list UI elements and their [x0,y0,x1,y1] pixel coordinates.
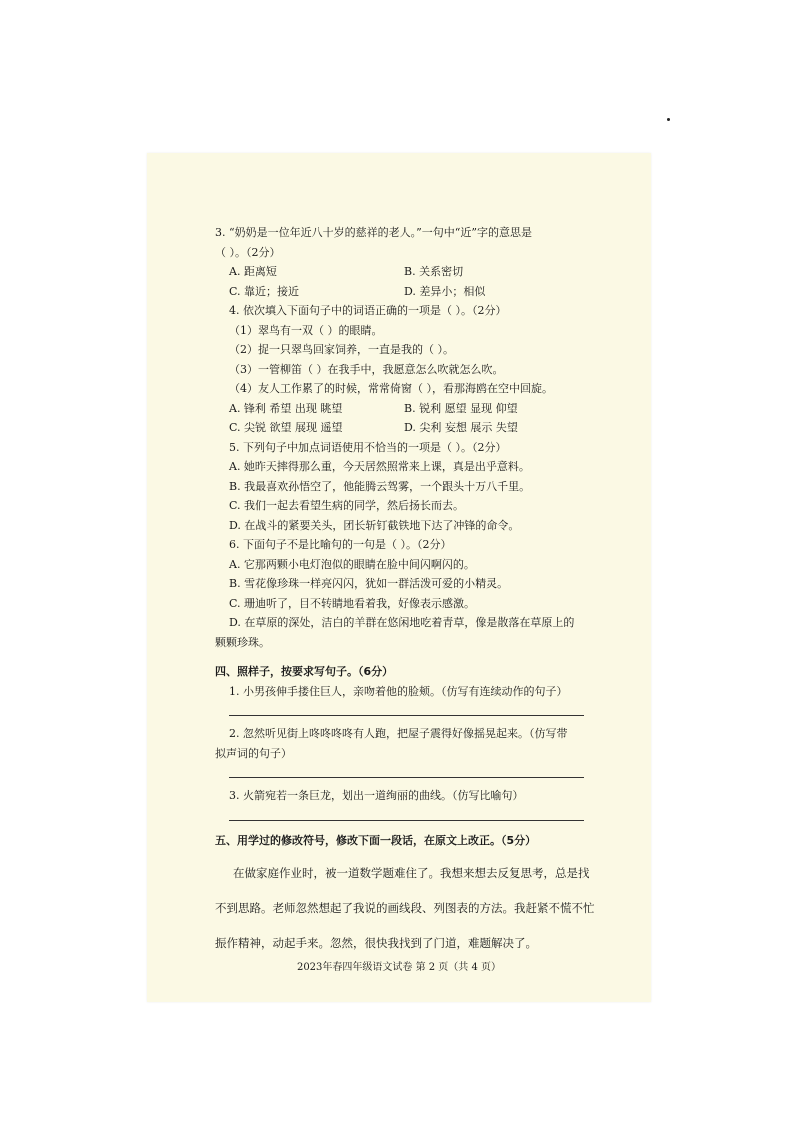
stray-mark [667,118,670,121]
exam-content [215,223,595,961]
sec5-line-3: 振作精神，动起手来。忽然，很快我找到了门道，难题解决了。 [215,936,537,950]
q4-option-c: C. 尖锐 欲望 展现 遥望 [229,421,343,434]
section-4-heading: 四、照样子，按要求写句子。（6分） [215,665,394,678]
exam-page [147,153,651,1002]
q4-option-a: A. 锋利 希望 出现 眺望 [229,401,343,415]
q5-option-b: B. 我最喜欢孙悟空了，他能腾云驾雾，一个跟头十万八千里。 [229,479,531,493]
q3-option-c: C. 靠近；接近 [229,284,300,298]
q4-stem: 4. 依次填入下面句子中的词语正确的一项是（ ）。（2分） [229,304,507,317]
q3-option-a: A. 距离短 [229,265,277,278]
q5-stem: 5. 下列句子中加点词语使用不恰当的一项是（ ）。（2分） [229,440,507,454]
q3-option-d: D. 差异小；相似 [404,284,486,298]
q3-stem-cont: （ ）。（2分） [215,245,281,259]
q3-option-b: B. 关系密切 [404,265,464,278]
sec5-line-1: 在做家庭作业时，被一道数学题难住了。我想来想去反复思考，总是找 [233,866,590,880]
sec4-item-1: 1. 小男孩伸手搂住巨人，亲吻着他的脸颊。（仿写有连续动作的句子） [229,684,568,698]
sec4-item-3: 3. 火箭宛若一条巨龙，划出一道绚丽的曲线。（仿写比喻句） [229,789,524,802]
q3-options-row2 [215,282,585,302]
q3-options-row1 [215,262,585,282]
q3-stem: 3. “奶奶是一位年近八十岁的慈祥的老人。”一句中“近”字的意思是 [215,226,532,239]
q4-option-b: B. 锐利 愿望 显现 仰望 [404,401,518,415]
q6-option-d-cont: 颗颗珍珠。 [215,635,270,649]
sec4-item-2-cont: 拟声词的句子） [215,746,292,760]
sec4-item-2: 2. 忽然听见街上咚咚咚咚有人跑，把屋子震得好像摇晃起来。（仿写带 [229,727,568,740]
q4-sentence-2: （2）捉一只翠鸟回家饲养，一直是我的（ ）。 [229,343,454,356]
q4-sentence-4: （4）友人工作累了的时候，常常倚窗（ ），看那海鸥在空中回旋。 [229,382,553,395]
q4-options-row1 [215,399,585,419]
answer-line-3[interactable] [229,810,584,821]
q6-option-b: B. 雪花像珍珠一样亮闪闪，犹如一群活泼可爱的小精灵。 [229,577,509,590]
answer-line-2[interactable] [229,767,584,778]
q5-option-a: A. 她昨天摔得那么重，今天居然照常来上课，真是出乎意料。 [229,460,530,473]
sec5-paragraph [215,856,595,961]
q4-option-d: D. 尖利 妄想 展示 失望 [404,421,518,434]
page-footer: 2023年春四年级语文试卷 第 2 页（共 4 页） [296,962,502,973]
q6-option-a: A. 它那两颗小电灯泡似的眼睛在脸中间闪啊闪的。 [229,557,475,571]
q5-option-d: D. 在战斗的紧要关头，团长斩钉截铁地下达了冲锋的命令。 [229,518,520,532]
q6-option-c: C. 珊迪听了，目不转睛地看着我，好像表示感激。 [229,596,476,610]
q5-option-c: C. 我们一起去看望生病的同学，然后扬长而去。 [229,499,465,512]
q4-sentence-3: （3）一管柳笛（ ）在我手中，我愿意怎么吹就怎么吹。 [229,362,504,376]
answer-line-1[interactable] [229,705,584,716]
q4-options-row2 [215,418,585,438]
q6-option-d: D. 在草原的深处，洁白的羊群在悠闲地吃着青草，像是散落在草原上的 [229,616,575,629]
sec5-line-2: 不到思路。老师忽然想起了我说的画线段、列图表的方法。我赶紧不慌不忙 [215,901,595,915]
q6-stem: 6. 下面句子不是比喻句的一句是（ ）。（2分） [229,538,452,551]
q4-sentence-1: （1）翠鸟有一双（ ）的眼睛。 [229,323,383,337]
section-5-heading: 五、用学过的修改符号，修改下面一段话，在原文上改正。（5分） [215,833,537,847]
